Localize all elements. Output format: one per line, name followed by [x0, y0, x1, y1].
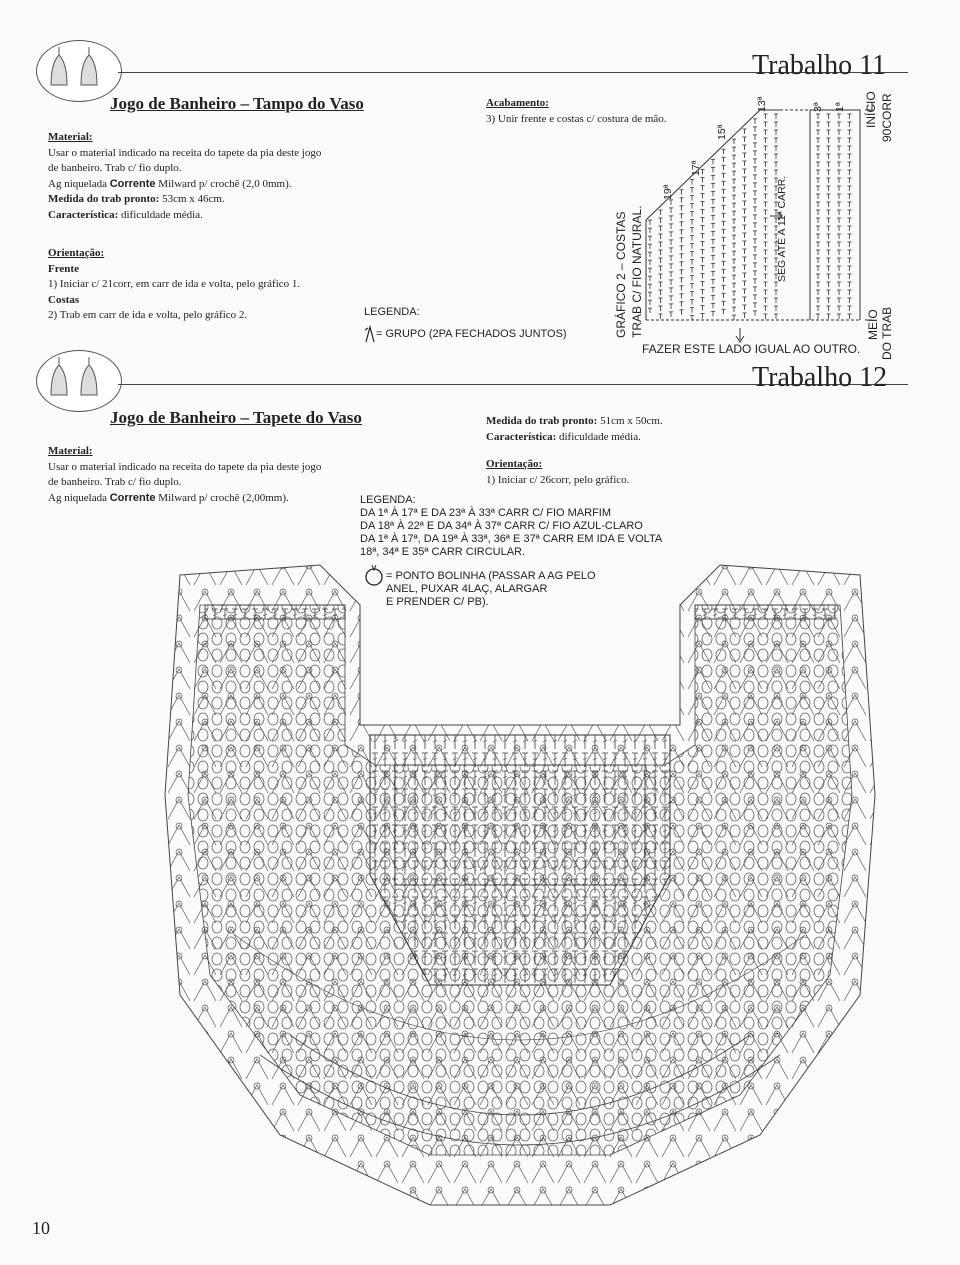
trabalho-11-orientation-block — [48, 246, 378, 324]
chart-caption-2: TRAB C/ FIO NATURAL. — [630, 205, 644, 338]
characteristic-line: Característica: dificuldade média. — [48, 208, 203, 221]
needle-line: Ag niquelada Corrente Milward p/ crochê (2,0 0mm). — [48, 177, 292, 190]
brand-name: Corrente — [109, 491, 156, 504]
legend-item: = GRUPO (2PA FECHADOS JUNTOS) — [364, 325, 604, 343]
chart-caption-1: GRÁFICO 2 – COSTAS — [614, 211, 628, 338]
orientation-step: 1) Iniciar c/ 26corr, pelo gráfico. — [486, 473, 630, 486]
trabalho-12-title: Trabalho 12 — [752, 362, 888, 393]
lamp-icon — [37, 41, 121, 101]
finish-step: 3) Unir frente e costas c/ costura de mão. — [486, 112, 667, 125]
legend-title: LEGENDA: — [360, 494, 416, 506]
chart-middle-2: DO TRAB — [880, 306, 894, 360]
chart-row-13: 13ª — [756, 96, 768, 112]
material-line: de banheiro. Trab c/ fio duplo. — [48, 162, 182, 174]
orientation-heading: Orientação: — [48, 247, 105, 259]
legend-line: DA 1ª À 17ª, DA 19ª À 33ª, 36ª E 37ª CARR EM IDA E VOLTA — [360, 533, 663, 545]
trabalho-12-material-block — [48, 444, 398, 506]
lamp-icon — [37, 351, 121, 411]
brand-name: Corrente — [109, 177, 156, 190]
orientation-heading: Orientação: — [486, 458, 543, 470]
material-heading: Material: — [48, 445, 93, 457]
chart-start-1: INÍCIO — [864, 91, 878, 128]
trabalho-11-legend — [364, 306, 604, 343]
chart-bottom-note: FAZER ESTE LADO IGUAL AO OUTRO. — [642, 342, 861, 356]
chart-row-15: 15ª — [716, 124, 728, 140]
front-step: 1) Iniciar c/ 21corr, em carr de ida e volta, pelo gráfico 1. — [48, 278, 301, 290]
trabalho-12-crochet-diagram — [140, 535, 900, 1225]
front-label: Frente — [48, 262, 79, 275]
characteristic-line: Característica: dificuldade média. — [486, 430, 641, 443]
trabalho-11-project-title: Jogo de Banheiro – Tampo do Vaso — [110, 94, 364, 113]
legend-line: 18ª, 34ª E 35ª CARR CIRCULAR. — [360, 546, 526, 558]
chart-row-1: 1ª — [834, 102, 846, 112]
group-symbol-icon — [364, 325, 376, 343]
legend-symbol-text: = PONTO BOLINHA (PASSAR A AG PELO ANEL, PUXAR 4LAÇ, ALARGAR E PRENDER C/ PB). — [386, 570, 596, 608]
finish-heading: Acabamento: — [486, 97, 549, 109]
page-number: 10 — [32, 1218, 50, 1238]
chart-row-17: 17ª — [690, 160, 702, 176]
material-heading: Material: — [48, 131, 93, 143]
trabalho-11-material-block — [48, 130, 408, 223]
back-label: Costas — [48, 293, 80, 306]
legend-line: DA 1ª À 17ª E DA 23ª À 33ª CARR C/ FIO MARFIM — [360, 507, 612, 519]
material-line: Usar o material indicado na receita do tapete da pia deste jogo — [48, 146, 322, 159]
material-line: Usar o material indicado na receita do tapete da pia deste jogo — [48, 460, 322, 473]
back-step: 2) Trab em carr de ida e volta, pelo gráfico 2. — [48, 309, 248, 321]
decorative-emblem-bottom — [36, 350, 122, 412]
material-line: de banheiro. Trab c/ fio duplo. — [48, 476, 182, 488]
legend-title: LEGENDA: — [364, 306, 420, 318]
trabalho-12-info-block — [486, 414, 786, 488]
needle-line: Ag niquelada Corrente Milward p/ crochê (2,00mm). — [48, 491, 289, 504]
chart-row-19: 19ª — [662, 184, 674, 200]
chart-side-note: SEG ATÉ A 11ª CARR. — [776, 175, 788, 282]
legend-line: DA 18ª À 22ª E DA 34ª À 37ª CARR C/ FIO AZUL-CLARO — [360, 520, 643, 532]
trabalho-11-title: Trabalho 11 — [752, 50, 887, 81]
size-line: Medida do trab pronto: 51cm x 50cm. — [486, 415, 663, 427]
trabalho-12-project-title: Jogo de Banheiro – Tapete do Vaso — [110, 408, 362, 427]
chart-row-3: 3ª — [812, 102, 824, 112]
chart-middle-1: MEIO — [866, 309, 880, 340]
decorative-emblem-top — [36, 40, 122, 102]
size-line: Medida do trab pronto: 53cm x 46cm. — [48, 193, 225, 205]
chart-start-2: 90CORR — [880, 93, 894, 142]
